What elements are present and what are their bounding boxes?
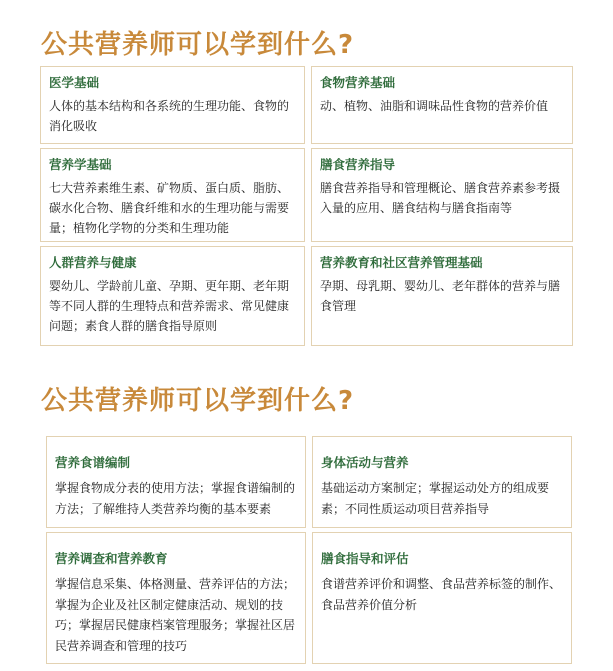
card-title: 身体活动与营养 bbox=[321, 455, 409, 470]
card-title: 营养教育和社区营养管理基础 bbox=[320, 255, 483, 270]
section-1-title: 公共营养师可以学到什么? bbox=[41, 30, 355, 60]
card-community-nutrition bbox=[311, 246, 573, 346]
card-body: 动、植物、油脂和调味品性食物的营养价值 bbox=[320, 99, 549, 113]
card-body: 人体的基本结构和各系统的生理功能、食物的消化吸收 bbox=[49, 99, 290, 133]
card-body: 基础运动方案制定；掌握运动处方的组成要素；不同性质运动项目营养指导 bbox=[321, 481, 550, 516]
card-title: 人群营养与健康 bbox=[49, 255, 137, 270]
card-body: 七大营养素维生素、矿物质、蛋白质、脂肪、碳水化合物、膳食纤维和水的生理功能与需要量；植物化学物的分类和生理功能 bbox=[49, 181, 290, 235]
card-title: 营养调查和营养教育 bbox=[55, 551, 168, 566]
card-body: 婴幼儿、学龄前儿童、孕期、更年期、老年期等不同人群的生理特点和营养需求、常见健康问题；素食人群的膳食指导原则 bbox=[49, 279, 290, 333]
card-title: 营养食谱编制 bbox=[55, 455, 131, 470]
card-dietary-guidance bbox=[311, 148, 573, 242]
card-recipe-planning bbox=[46, 436, 306, 528]
card-food-nutrition-basics bbox=[311, 66, 573, 144]
section-2-title: 公共营养师可以学到什么? bbox=[41, 386, 355, 416]
card-nutrition-survey bbox=[46, 532, 306, 664]
card-body: 食谱营养评价和调整、食品营养标签的制作、食品营养价值分析 bbox=[321, 577, 562, 612]
section-2-grid bbox=[46, 436, 572, 664]
card-population-nutrition bbox=[40, 246, 305, 346]
card-title: 医学基础 bbox=[49, 75, 100, 90]
card-title: 膳食指导和评估 bbox=[321, 551, 409, 566]
card-medical-basics bbox=[40, 66, 305, 144]
card-title: 膳食营养指导 bbox=[320, 157, 396, 172]
card-nutrition-science-basics bbox=[40, 148, 305, 242]
card-body: 膳食营养指导和管理概论、膳食营养素参考摄入量的应用、膳食结构与膳食指南等 bbox=[320, 181, 561, 215]
card-body: 掌握信息采集、体格测量、营养评估的方法；掌握为企业及社区制定健康活动、规划的技巧；掌握居民健康档案管理服务；掌握社区居民营养调查和管理的技巧 bbox=[55, 577, 296, 653]
card-body: 孕期、母乳期、婴幼儿、老年群体的营养与膳食管理 bbox=[320, 279, 561, 313]
card-title: 营养学基础 bbox=[49, 157, 112, 172]
card-title: 食物营养基础 bbox=[320, 75, 396, 90]
card-physical-activity bbox=[312, 436, 572, 528]
section-1-grid bbox=[40, 66, 573, 346]
card-dietary-assessment bbox=[312, 532, 572, 664]
card-body: 掌握食物成分表的使用方法；掌握食谱编制的方法；了解维持人类营养均衡的基本要素 bbox=[55, 481, 296, 516]
